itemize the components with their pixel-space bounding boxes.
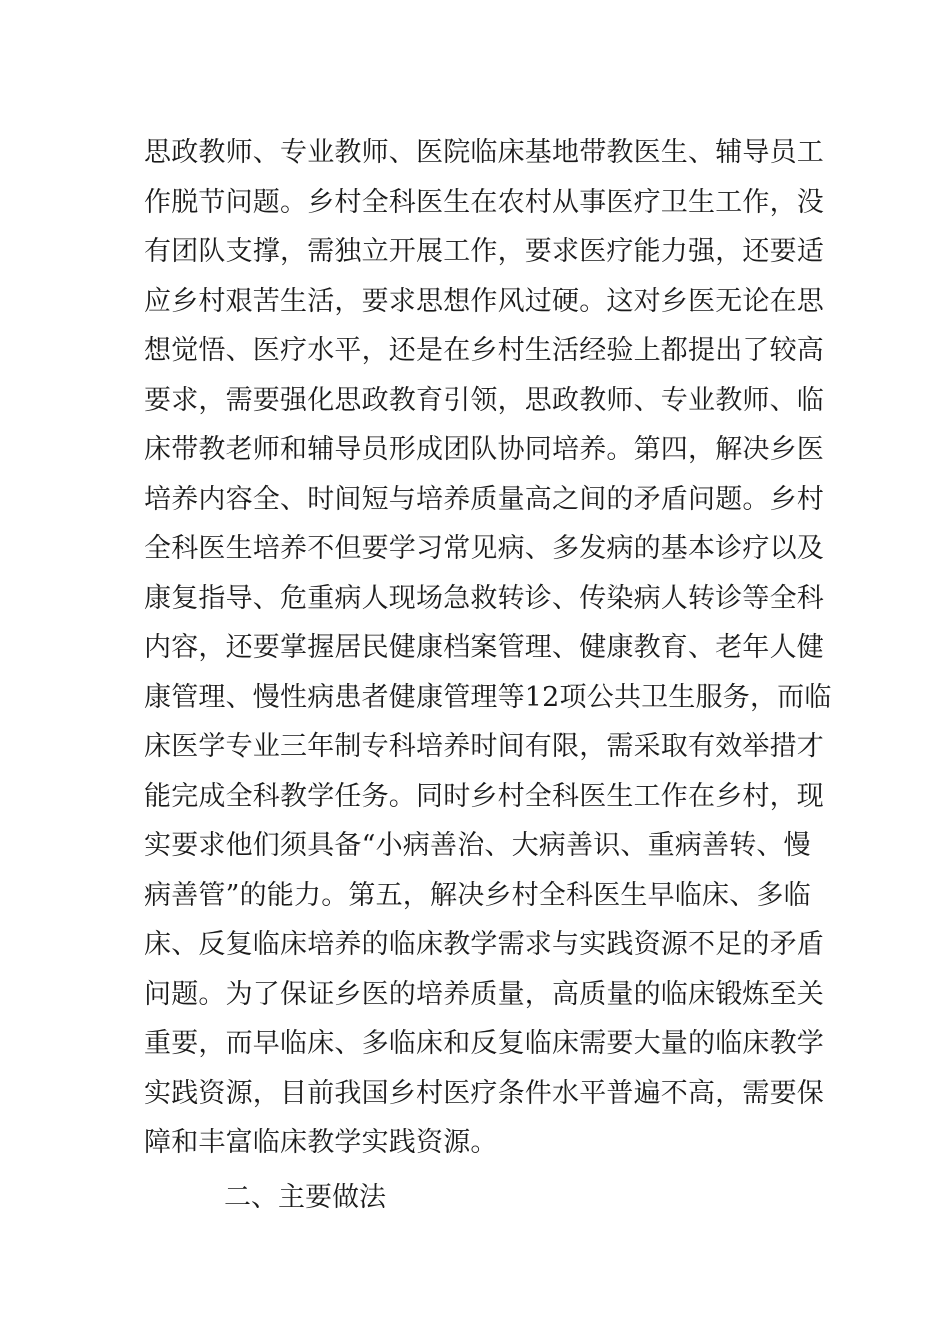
paragraph-line: 病善管”的能力。第五，解决乡村全科医生早临床、多临 [144,879,811,911]
paragraph-line: 想觉悟、医疗水平，还是在乡村生活经验上都提出了较高 [144,335,824,366]
paragraph-line: 培养内容全、时间短与培养质量高之间的矛盾问题。乡村 [144,483,824,515]
paragraph-line: 障和丰富临床教学实践资源。 [144,1127,498,1158]
body-paragraph [144,128,832,1168]
section-heading: 二、主要做法 [224,1182,386,1213]
paragraph-line: 实要求他们须具备“小病善治、大病善识、重病善转、慢 [144,830,811,861]
paragraph-line: 康管理、慢性病患者健康管理等12项公共卫生服务，而临 [144,681,832,713]
paragraph-line: 能完成全科教学任务。同时乡村全科医生工作在乡村，现 [144,780,824,812]
paragraph-line: 有团队支撑，需独立开展工作，要求医疗能力强，还要适 [144,236,824,267]
paragraph-line: 内容，还要掌握居民健康档案管理、健康教育、老年人健 [144,632,824,663]
paragraph-line: 应乡村艰苦生活，要求思想作风过硬。这对乡医无论在思 [144,285,824,317]
paragraph-line: 实践资源，目前我国乡村医疗条件水平普遍不高，需要保 [144,1077,824,1109]
paragraph-line: 床、反复临床培养的临床教学需求与实践资源不足的矛盾 [144,929,824,960]
paragraph-line: 床医学专业三年制专科培养时间有限，需采取有效举措才 [144,731,824,762]
paragraph-line: 问题。为了保证乡医的培养质量，高质量的临床锻炼至关 [144,978,824,1010]
paragraph-line: 康复指导、危重病人现场急救转诊、传染病人转诊等全科 [144,582,824,614]
paragraph-line: 床带教老师和辅导员形成团队协同培养。第四，解决乡医 [144,434,824,465]
paragraph-line: 作脱节问题。乡村全科医生在农村从事医疗卫生工作，没 [144,186,824,218]
paragraph-line: 思政教师、专业教师、医院临床基地带教医生、辅导员工 [144,137,824,168]
paragraph-line: 重要，而早临床、多临床和反复临床需要大量的临床教学 [144,1028,824,1059]
paragraph-line: 要求，需要强化思政教育引领，思政教师、专业教师、临 [144,384,824,416]
paragraph-line: 全科医生培养不但要学习常见病、多发病的基本诊疗以及 [144,533,824,564]
